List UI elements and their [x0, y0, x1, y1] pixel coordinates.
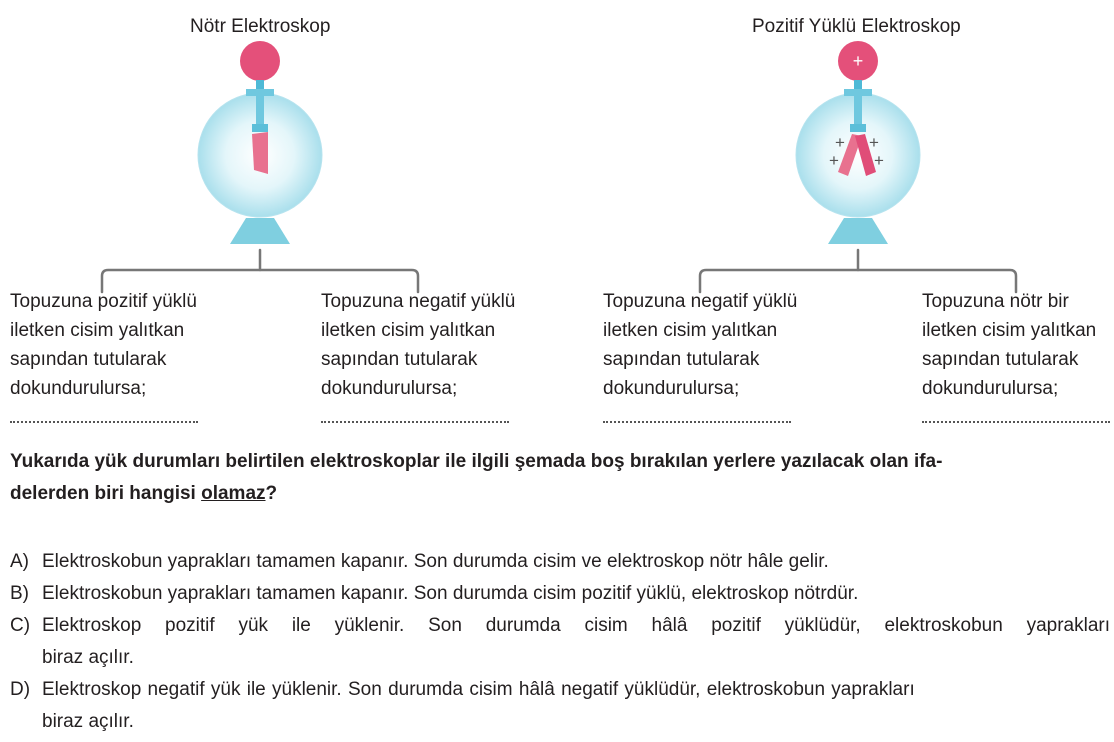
leaf-plus-sign: + — [874, 151, 884, 170]
knob-plus-sign: + — [852, 51, 864, 71]
option-letter: B) — [10, 583, 29, 604]
option-d[interactable] — [10, 674, 1110, 738]
option-b[interactable] — [10, 578, 1110, 610]
option-a[interactable] — [10, 546, 1110, 578]
question-stem: Yukarıda yük durumları belirtilen elektroskoplar ile ilgili şemada boş bırakılan yerlere yazılacak olan ifa- delerden biri hangisi olamaz? — [10, 451, 943, 504]
neutral-electroscope — [198, 41, 322, 244]
option-letter: A) — [10, 551, 29, 572]
positive-electroscope — [796, 41, 920, 244]
option-text: Elektroskobun yaprakları tamamen kapanır. Son durumda cisim ve elektroskop nötr hâle gelir. — [42, 551, 829, 572]
leaf-plus-sign: + — [829, 151, 839, 170]
right-stand — [828, 218, 888, 244]
right-rod — [854, 96, 862, 126]
left-electroscope-title: Nötr Elektroskop — [190, 16, 331, 37]
case-text: Topuzuna pozitif yüklü iletken cisim yalıtkan sapından tutularak dokundurulursa; — [10, 291, 197, 399]
left-leaf — [252, 132, 268, 174]
option-text: Elektroskobun yaprakları tamamen kapanır. Son durumda cisim pozitif yüklü, elektroskop nötrdür. — [42, 583, 859, 604]
option-letter: D) — [10, 679, 31, 700]
case-text: Topuzuna negatif yüklü iletken cisim yalıtkan sapından tutularak dokundurulursa; — [321, 291, 516, 399]
case-text: Topuzuna negatif yüklü iletken cisim yalıtkan sapından tutularak dokundurulursa; — [603, 291, 798, 399]
case-text: Topuzuna nötr bir iletken cisim yalıtkan sapından tutularak dokundurulursa; — [922, 291, 1097, 399]
answer-blank — [922, 421, 1110, 423]
answer-blank — [10, 421, 198, 423]
answer-blank — [321, 421, 509, 423]
option-text: Elektroskop pozitif yük ile yüklenir. Son durumda cisim hâlâ pozitif yüklüdür, elektroskobun yaprakları biraz açılır. — [42, 615, 1110, 668]
right-bracket — [700, 250, 1016, 292]
left-bracket — [102, 250, 418, 292]
leaf-plus-sign: + — [869, 133, 879, 152]
answer-blank — [603, 421, 791, 423]
left-knob — [240, 41, 280, 81]
option-c[interactable] — [10, 610, 1110, 674]
option-letter: C) — [10, 615, 31, 636]
right-electroscope-title: Pozitif Yüklü Elektroskop — [752, 16, 961, 37]
left-stand — [230, 218, 290, 244]
leaf-plus-sign: + — [835, 133, 845, 152]
option-text: Elektroskop negatif yük ile yüklenir. Son durumda cisim hâlâ negatif yüklüdür, elektroskobun yaprakları biraz açılır. — [42, 679, 915, 732]
left-rod — [256, 96, 264, 126]
underlined-word: olamaz — [201, 483, 266, 504]
electroscope-diagram — [0, 0, 1114, 300]
